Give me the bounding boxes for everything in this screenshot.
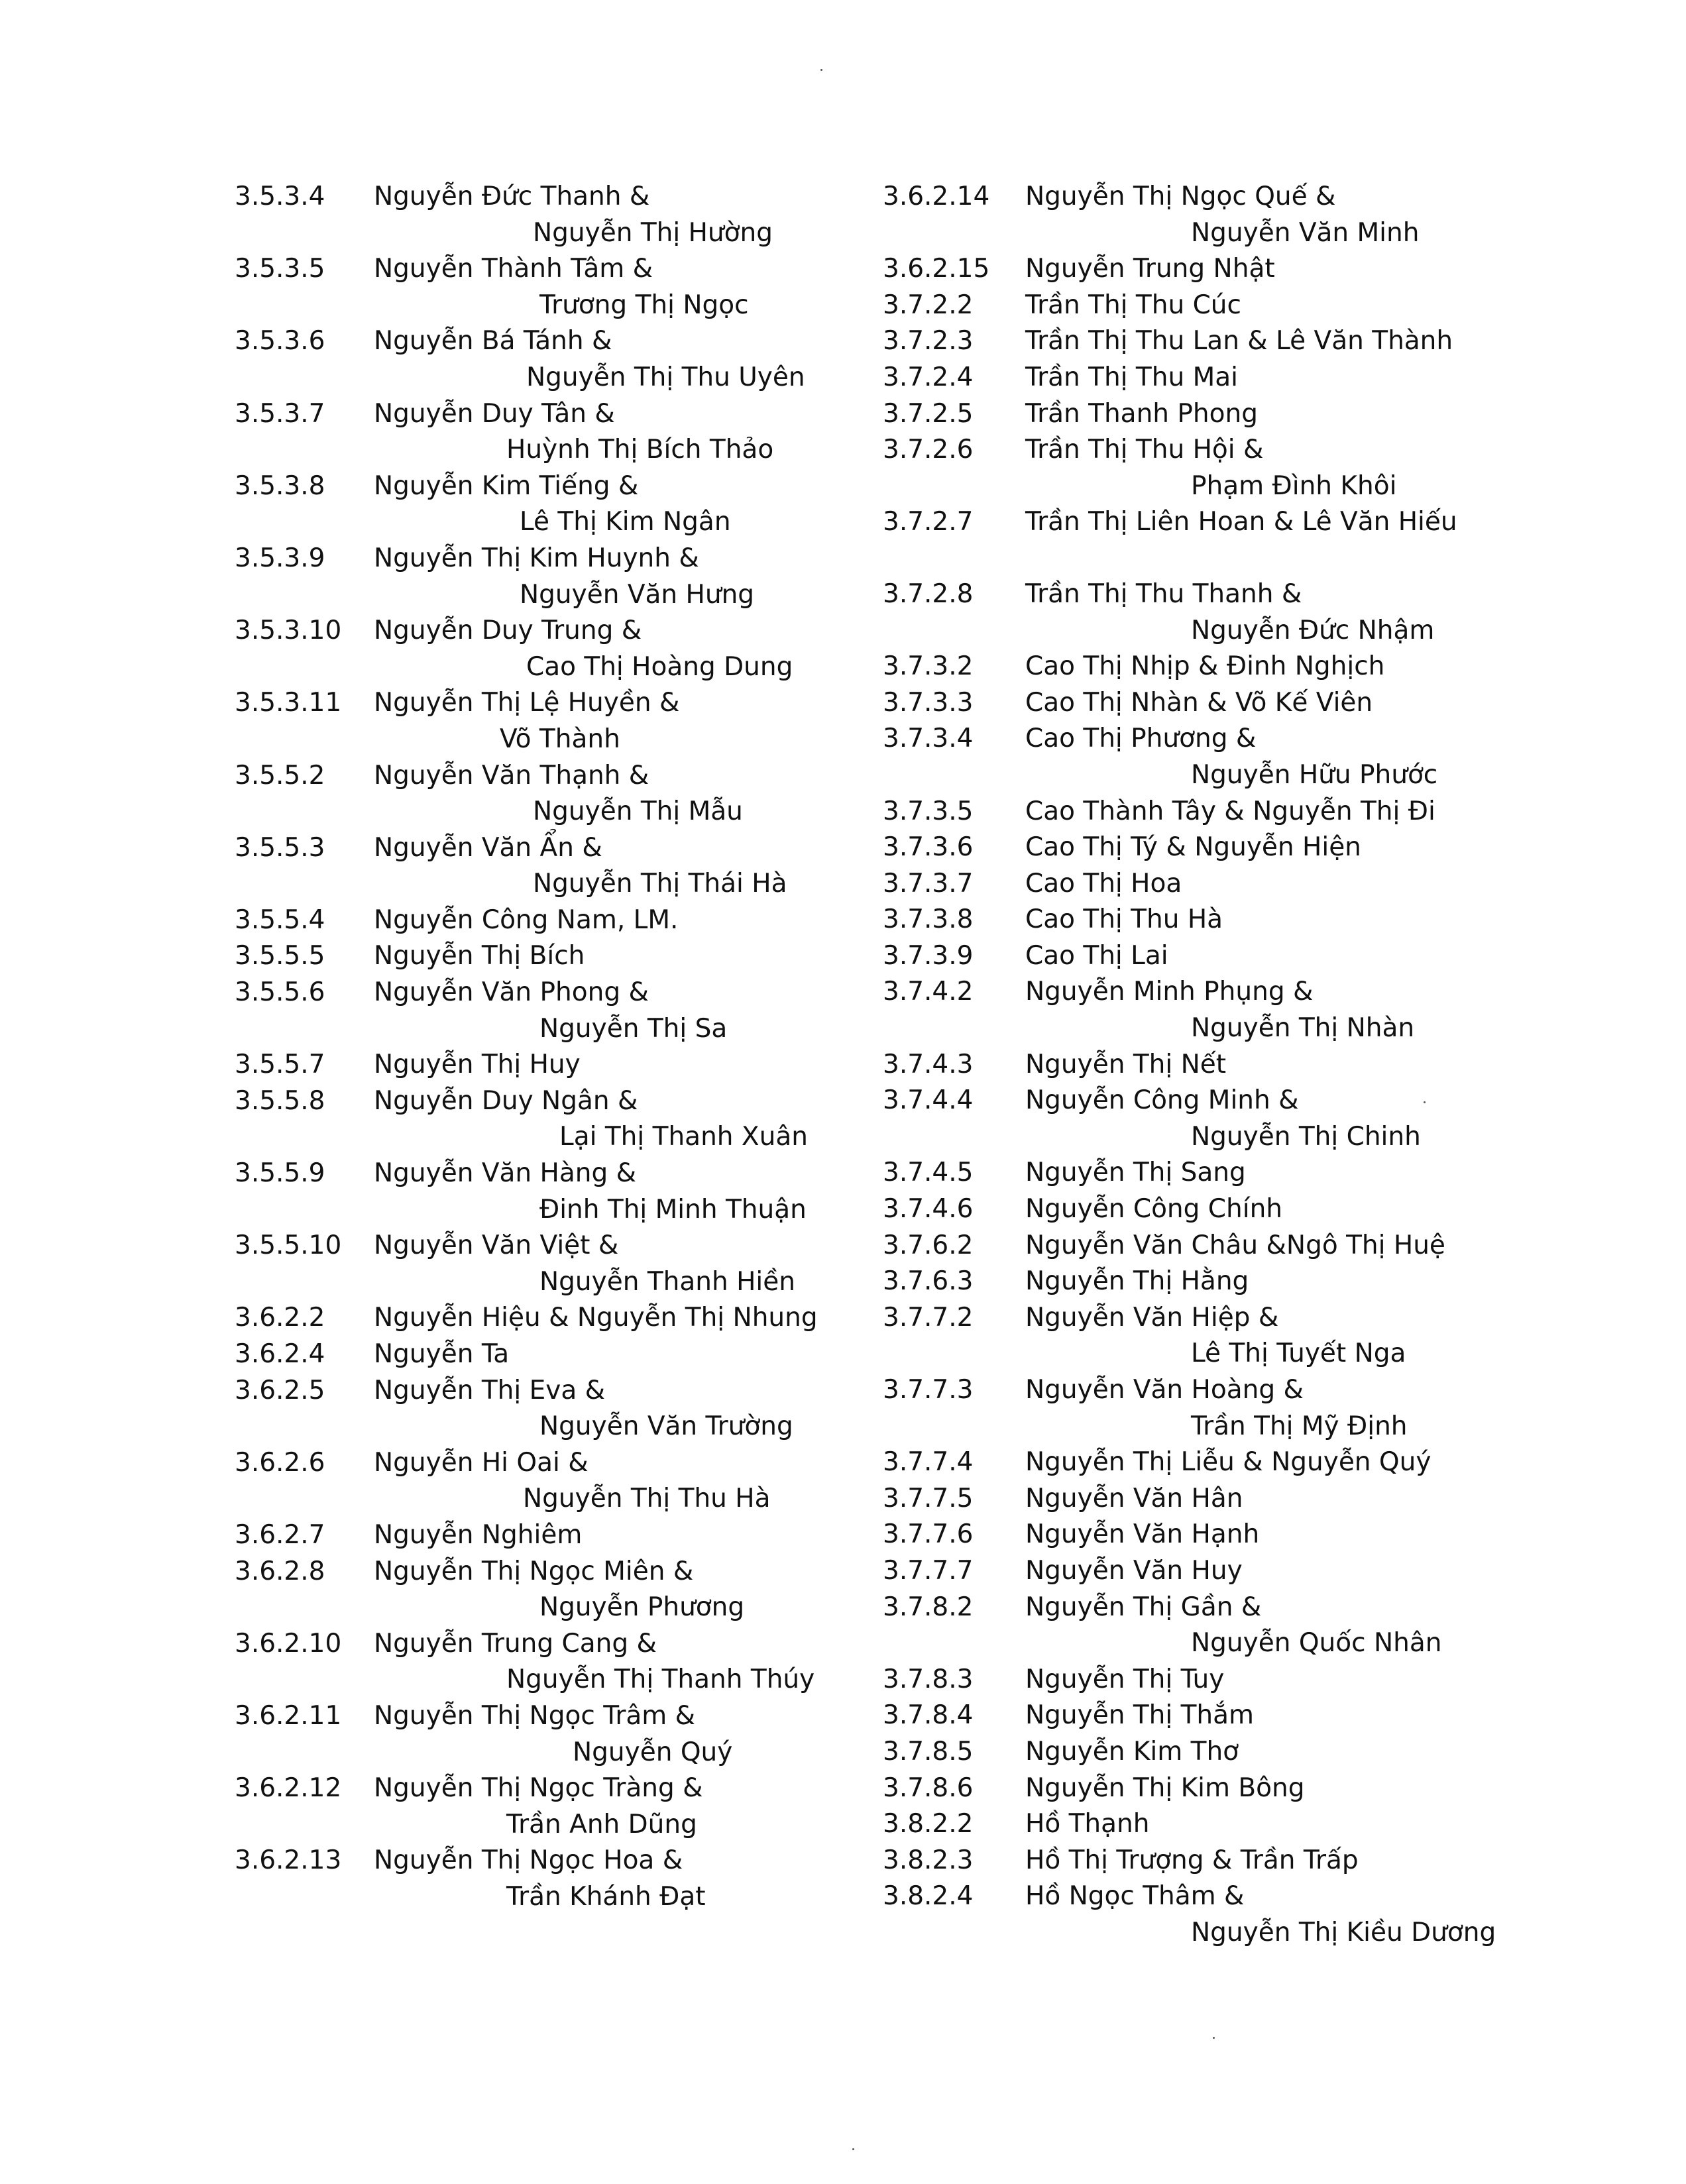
entry-code: 3.6.2.14: [883, 182, 990, 211]
genealogy-entry: [235, 468, 904, 541]
entry-spouse-name: Nguyễn Thanh Hiền: [539, 1266, 795, 1297]
entry-name: Nguyễn Văn Hân: [1025, 1483, 1243, 1513]
genealogy-entry: [235, 1156, 904, 1228]
genealogy-entry: [883, 974, 1512, 1046]
entry-name: Hồ Thị Trượng & Trần Trấp: [1025, 1845, 1359, 1875]
entry-spouse-name: Nguyễn Thị Kiều Dương: [1191, 1917, 1496, 1947]
genealogy-entry: [235, 1337, 904, 1373]
entry-code: 3.7.8.2: [883, 1592, 974, 1622]
entry-spouse-name: Nguyễn Thị Nhàn: [1191, 1013, 1415, 1044]
entry-code: 3.7.3.4: [883, 724, 974, 754]
genealogy-entry: [235, 938, 904, 975]
entry-name: Nguyễn Duy Ngân &: [374, 1085, 638, 1116]
entry-code: 3.6.2.15: [883, 254, 990, 284]
entry-code: 3.5.5.9: [235, 1158, 325, 1189]
entry-code: 3.5.5.10: [235, 1230, 342, 1261]
genealogy-entry: [883, 1155, 1512, 1191]
genealogy-entry: [235, 1228, 904, 1300]
entry-name: Nguyễn Thị Huy: [374, 1050, 581, 1080]
entry-code: 3.7.2.3: [883, 326, 974, 356]
entry-code: 3.5.5.7: [235, 1050, 325, 1080]
genealogy-entry: [235, 1843, 904, 1915]
entry-code: 3.6.2.10: [235, 1628, 342, 1659]
genealogy-entry: [235, 1083, 904, 1156]
entry-name: Nguyễn Thị Ngọc Quế &: [1025, 182, 1336, 211]
entry-code: 3.7.4.4: [883, 1085, 974, 1116]
entry-name: Nguyễn Bá Tánh &: [374, 326, 612, 356]
entry-spouse-name: Nguyễn Thị Sa: [539, 1013, 728, 1044]
entry-name: Nguyễn Thị Kim Bông: [1025, 1773, 1305, 1803]
genealogy-entry: [883, 1879, 1512, 1951]
entry-name: Trần Thị Thu Hội &: [1025, 435, 1264, 465]
entry-code: 3.6.2.6: [235, 1447, 325, 1478]
entry-spouse-name: Trần Khánh Đạt: [506, 1881, 706, 1912]
genealogy-entry: [235, 396, 904, 468]
entry-code: 3.7.2.7: [883, 507, 974, 537]
entry-code: 3.7.3.6: [883, 832, 974, 863]
entry-spouse-name: Nguyễn Văn Minh: [1191, 217, 1420, 248]
genealogy-entry: [883, 649, 1512, 685]
genealogy-entry: [883, 1662, 1512, 1698]
entry-name: Nguyễn Thị Eva &: [374, 1375, 606, 1405]
entry-code: 3.6.2.5: [235, 1375, 325, 1405]
scan-speck: [820, 69, 822, 71]
entry-name: Nguyễn Thị Ngọc Miên &: [374, 1556, 694, 1586]
entry-name: Nguyễn Văn Hạnh: [1025, 1519, 1260, 1550]
genealogy-entry: [883, 179, 1512, 251]
genealogy-entry: [883, 576, 1512, 649]
entry-name: Nguyễn Duy Tân &: [374, 398, 615, 429]
entry-name: Nguyễn Thị Nết: [1025, 1049, 1227, 1079]
entry-name: Nguyễn Thị Ngọc Hoa &: [374, 1845, 683, 1876]
entry-spouse-name: Lê Thị Tuyết Nga: [1191, 1338, 1406, 1369]
entry-spouse-name: Cao Thị Hoàng Dung: [526, 651, 793, 682]
scan-speck: [852, 2148, 854, 2150]
entry-spouse-name: Võ Thành: [500, 724, 620, 754]
entry-code: 3.6.2.8: [235, 1556, 325, 1586]
entry-spouse-name: Trần Anh Dũng: [506, 1809, 697, 1839]
entry-name: Nguyễn Thị Thắm: [1025, 1700, 1255, 1731]
entry-name: Nguyễn Thành Tâm &: [374, 254, 653, 284]
entry-spouse-name: Nguyễn Thị Chinh: [1191, 1121, 1421, 1152]
genealogy-entry: [883, 360, 1512, 396]
entry-name: Cao Thị Tý & Nguyễn Hiện: [1025, 832, 1361, 863]
entry-name: Trần Thanh Phong: [1025, 398, 1258, 429]
genealogy-entry: [883, 1228, 1512, 1264]
genealogy-entry: [883, 1590, 1512, 1662]
entry-name: Nguyễn Công Minh &: [1025, 1085, 1299, 1116]
entry-name: Nguyễn Văn Hoàng &: [1025, 1375, 1304, 1405]
entry-code: 3.7.4.5: [883, 1158, 974, 1188]
left-column: [235, 179, 904, 1916]
genealogy-entry: [883, 396, 1512, 433]
entry-code: 3.7.3.8: [883, 904, 974, 935]
genealogy-entry: [235, 1771, 904, 1843]
entry-spouse-name: Nguyễn Thị Thái Hà: [533, 869, 787, 899]
entry-code: 3.8.2.4: [883, 1881, 974, 1912]
entry-name: Cao Thị Nhàn & Võ Kế Viên: [1025, 687, 1373, 718]
entry-code: 3.7.2.4: [883, 362, 974, 392]
entry-name: Nguyễn Trung Cang &: [374, 1628, 657, 1659]
genealogy-entry: [883, 1481, 1512, 1517]
entry-code: 3.7.4.3: [883, 1049, 974, 1079]
entry-code: 3.5.3.7: [235, 398, 325, 429]
entry-name: Cao Thị Thu Hà: [1025, 904, 1223, 935]
entry-name: Trần Thị Liên Hoan & Lê Văn Hiếu: [1025, 507, 1457, 537]
genealogy-entry: [883, 1264, 1512, 1300]
entry-code: 3.5.3.6: [235, 326, 325, 356]
entry-code: 3.6.2.12: [235, 1773, 342, 1804]
entry-name: Nguyễn Văn Phong &: [374, 977, 649, 1008]
entry-code: 3.5.3.11: [235, 688, 342, 718]
entry-name: Nguyễn Thị Liễu & Nguyễn Quý: [1025, 1447, 1432, 1478]
entry-code: 3.5.5.3: [235, 832, 325, 863]
entry-spouse-name: Đinh Thị Minh Thuận: [539, 1194, 807, 1225]
entry-code: 3.6.2.7: [235, 1519, 325, 1550]
entry-spouse-name: Nguyễn Văn Hưng: [520, 579, 755, 610]
genealogy-entry: [883, 902, 1512, 938]
entry-spouse-name: Nguyễn Thị Thu Hà: [523, 1484, 771, 1514]
right-column: [883, 179, 1512, 1951]
entry-name: Nguyễn Ta: [374, 1339, 510, 1369]
entry-name: Nguyễn Duy Trung &: [374, 616, 642, 646]
entry-name: Nguyễn Thị Hằng: [1025, 1266, 1249, 1297]
genealogy-entry: [235, 323, 904, 396]
genealogy-entry: [883, 1047, 1512, 1083]
entry-name: Cao Thị Nhịp & Đinh Nghịch: [1025, 651, 1385, 682]
entry-name: Nguyễn Thị Sang: [1025, 1158, 1246, 1188]
entry-name: Nguyễn Trung Nhật: [1025, 254, 1275, 284]
entry-spouse-name: Nguyễn Đức Nhậm: [1191, 615, 1435, 645]
entry-code: 3.7.4.2: [883, 977, 974, 1007]
entry-spouse-name: Nguyễn Hữu Phước: [1191, 759, 1438, 790]
entry-spouse-name: Lê Thị Kim Ngân: [520, 507, 731, 537]
entry-spouse-name: Trương Thị Ngọc: [539, 290, 749, 320]
entry-code: 3.7.7.6: [883, 1519, 974, 1550]
entry-code: 3.7.2.8: [883, 578, 974, 609]
entry-spouse-name: Nguyễn Quốc Nhân: [1191, 1628, 1442, 1659]
entry-code: 3.5.5.6: [235, 977, 325, 1008]
entry-name: Nguyễn Thị Kim Huynh &: [374, 543, 699, 573]
genealogy-entry: [235, 1626, 904, 1698]
genealogy-entry: [235, 1445, 904, 1517]
entry-name: Nguyễn Thị Ngọc Tràng &: [374, 1773, 703, 1804]
genealogy-entry: [883, 1191, 1512, 1228]
entry-name: Nguyễn Thị Gần &: [1025, 1592, 1262, 1622]
genealogy-entry: [883, 1843, 1512, 1879]
entry-code: 3.7.8.6: [883, 1773, 974, 1803]
entry-code: 3.7.4.6: [883, 1194, 974, 1225]
genealogy-entry: [235, 830, 904, 902]
entry-code: 3.7.8.4: [883, 1700, 974, 1731]
entry-spouse-name: Nguyễn Thị Mẫu: [533, 796, 743, 827]
entry-name: Nguyễn Thị Bích: [374, 941, 585, 971]
genealogy-entry: [235, 251, 904, 323]
genealogy-entry: [883, 1445, 1512, 1481]
entry-spouse-name: Lại Thị Thanh Xuân: [559, 1122, 808, 1152]
entry-code: 3.7.3.7: [883, 868, 974, 899]
entry-name: Cao Thành Tây & Nguyễn Thị Đi: [1025, 796, 1435, 826]
entry-spouse-name: Nguyễn Phương: [539, 1592, 745, 1623]
genealogy-entry: [235, 758, 904, 830]
entry-code: 3.7.2.6: [883, 435, 974, 465]
genealogy-entry: [883, 504, 1512, 541]
genealogy-entry: [883, 830, 1512, 866]
genealogy-entry: [235, 975, 904, 1047]
entry-name: Nguyễn Đức Thanh &: [374, 182, 650, 211]
genealogy-entry: [235, 1554, 904, 1626]
entry-name: Nguyễn Nghiêm: [374, 1519, 583, 1550]
entry-spouse-name: Nguyễn Quý: [573, 1737, 733, 1767]
entry-name: Trần Thị Thu Thanh &: [1025, 578, 1302, 609]
entry-code: 3.5.3.9: [235, 543, 325, 573]
entry-name: Nguyễn Thị Ngọc Trâm &: [374, 1700, 696, 1731]
entry-code: 3.7.8.3: [883, 1664, 974, 1694]
genealogy-entry: [883, 323, 1512, 360]
entry-name: Nguyễn Văn Hàng &: [374, 1158, 637, 1189]
entry-code: 3.5.3.8: [235, 470, 325, 501]
entry-code: 3.7.2.2: [883, 290, 974, 320]
entry-code: 3.7.2.5: [883, 398, 974, 429]
entry-name: Cao Thị Phương &: [1025, 724, 1257, 754]
genealogy-entry: [883, 1553, 1512, 1590]
entry-code: 3.6.2.4: [235, 1339, 325, 1369]
entry-code: 3.5.3.5: [235, 254, 325, 284]
entry-name: Nguyễn Văn Huy: [1025, 1555, 1243, 1586]
entry-spouse-name: Nguyễn Thị Thanh Thúy: [506, 1665, 815, 1695]
genealogy-entry: [883, 938, 1512, 975]
genealogy-entry: [235, 1517, 904, 1554]
genealogy-entry: [883, 1372, 1512, 1445]
genealogy-entry: [883, 1083, 1512, 1155]
genealogy-entry: [883, 251, 1512, 288]
entry-name: Nguyễn Hi Oai &: [374, 1447, 589, 1478]
genealogy-entry: [883, 685, 1512, 722]
entry-name: Cao Thị Hoa: [1025, 868, 1182, 899]
genealogy-entry: [235, 1373, 904, 1445]
entry-code: 3.5.5.4: [235, 904, 325, 935]
entry-name: Nguyễn Minh Phụng &: [1025, 977, 1314, 1007]
entry-name: Nguyễn Văn Thạnh &: [374, 760, 649, 791]
genealogy-entry: [235, 1047, 904, 1083]
entry-name: Trần Thị Thu Mai: [1025, 362, 1238, 392]
genealogy-entry: [883, 1300, 1512, 1372]
entry-name: Nguyễn Hiệu & Nguyễn Thị Nhung: [374, 1303, 818, 1333]
scan-speck: [1213, 2037, 1215, 2039]
genealogy-entry: [235, 902, 904, 939]
genealogy-entry: [883, 1734, 1512, 1771]
entry-code: 3.7.6.3: [883, 1266, 974, 1297]
genealogy-entry: [235, 685, 904, 757]
entry-code: 3.5.5.2: [235, 760, 325, 791]
entry-code: 3.7.3.5: [883, 796, 974, 826]
genealogy-entry: [883, 1771, 1512, 1807]
entry-name: Nguyễn Văn Ẩn &: [374, 832, 602, 863]
entry-name: Hồ Ngọc Thâm &: [1025, 1881, 1245, 1912]
entry-code: 3.5.3.4: [235, 182, 325, 211]
genealogy-entry: [883, 1806, 1512, 1843]
entry-code: 3.8.2.2: [883, 1809, 974, 1839]
genealogy-entry: [883, 721, 1512, 793]
entry-spouse-name: Nguyễn Văn Trường: [539, 1411, 793, 1442]
genealogy-entry: [235, 1300, 904, 1337]
entry-name: Nguyễn Công Chính: [1025, 1194, 1283, 1225]
entry-code: 3.8.2.3: [883, 1845, 974, 1875]
entry-spouse-name: Nguyễn Thị Hường: [533, 217, 773, 248]
genealogy-entry: [883, 794, 1512, 830]
entry-spouse-name: Phạm Đình Khôi: [1191, 470, 1397, 501]
entry-name: Cao Thị Lai: [1025, 940, 1168, 971]
entry-code: 3.7.7.3: [883, 1375, 974, 1405]
entry-code: 3.6.2.13: [235, 1845, 342, 1876]
entry-name: Trần Thị Thu Cúc: [1025, 290, 1241, 320]
entry-code: 3.7.3.2: [883, 651, 974, 682]
entry-code: 3.5.3.10: [235, 616, 342, 646]
entry-code: 3.7.3.3: [883, 687, 974, 718]
entry-name: Nguyễn Thị Lệ Huyền &: [374, 688, 680, 718]
genealogy-entry: [235, 1698, 904, 1771]
entry-code: 3.7.7.5: [883, 1483, 974, 1513]
genealogy-entry: [883, 288, 1512, 324]
entry-code: 3.6.2.11: [235, 1700, 342, 1731]
entry-code: 3.7.7.7: [883, 1555, 974, 1586]
entry-name: Nguyễn Văn Hiệp &: [1025, 1302, 1279, 1333]
entry-code: 3.7.6.2: [883, 1230, 974, 1260]
entry-name: Nguyễn Kim Tiếng &: [374, 470, 639, 501]
genealogy-entry: [883, 866, 1512, 902]
genealogy-entry: [235, 541, 904, 613]
entry-name: Nguyễn Văn Việt &: [374, 1230, 619, 1261]
entry-name: Nguyễn Kim Thơ: [1025, 1736, 1239, 1767]
entry-spouse-name: Trần Thị Mỹ Định: [1191, 1411, 1408, 1441]
genealogy-entry: [235, 179, 904, 251]
genealogy-entry: [235, 613, 904, 685]
entry-code: 3.7.7.4: [883, 1447, 974, 1478]
entry-name: Nguyễn Thị Tuy: [1025, 1664, 1225, 1694]
entry-code: 3.7.3.9: [883, 940, 974, 971]
entry-spouse-name: Huỳnh Thị Bích Thảo: [506, 435, 774, 465]
entry-code: 3.7.7.2: [883, 1302, 974, 1333]
genealogy-entry: [883, 432, 1512, 504]
genealogy-entry: [883, 1517, 1512, 1553]
entry-code: 3.5.5.5: [235, 941, 325, 971]
entry-code: 3.7.8.5: [883, 1736, 974, 1767]
entry-name: Nguyễn Công Nam, LM.: [374, 904, 679, 935]
entry-code: 3.6.2.2: [235, 1303, 325, 1333]
entry-spouse-name: Nguyễn Thị Thu Uyên: [526, 362, 805, 392]
entry-name: Hồ Thạnh: [1025, 1809, 1150, 1839]
entry-code: 3.5.5.8: [235, 1085, 325, 1116]
entry-name: Trần Thị Thu Lan & Lê Văn Thành: [1025, 326, 1453, 356]
entry-name: Nguyễn Văn Châu &Ngô Thị Huệ: [1025, 1230, 1445, 1260]
genealogy-entry: [883, 1698, 1512, 1734]
